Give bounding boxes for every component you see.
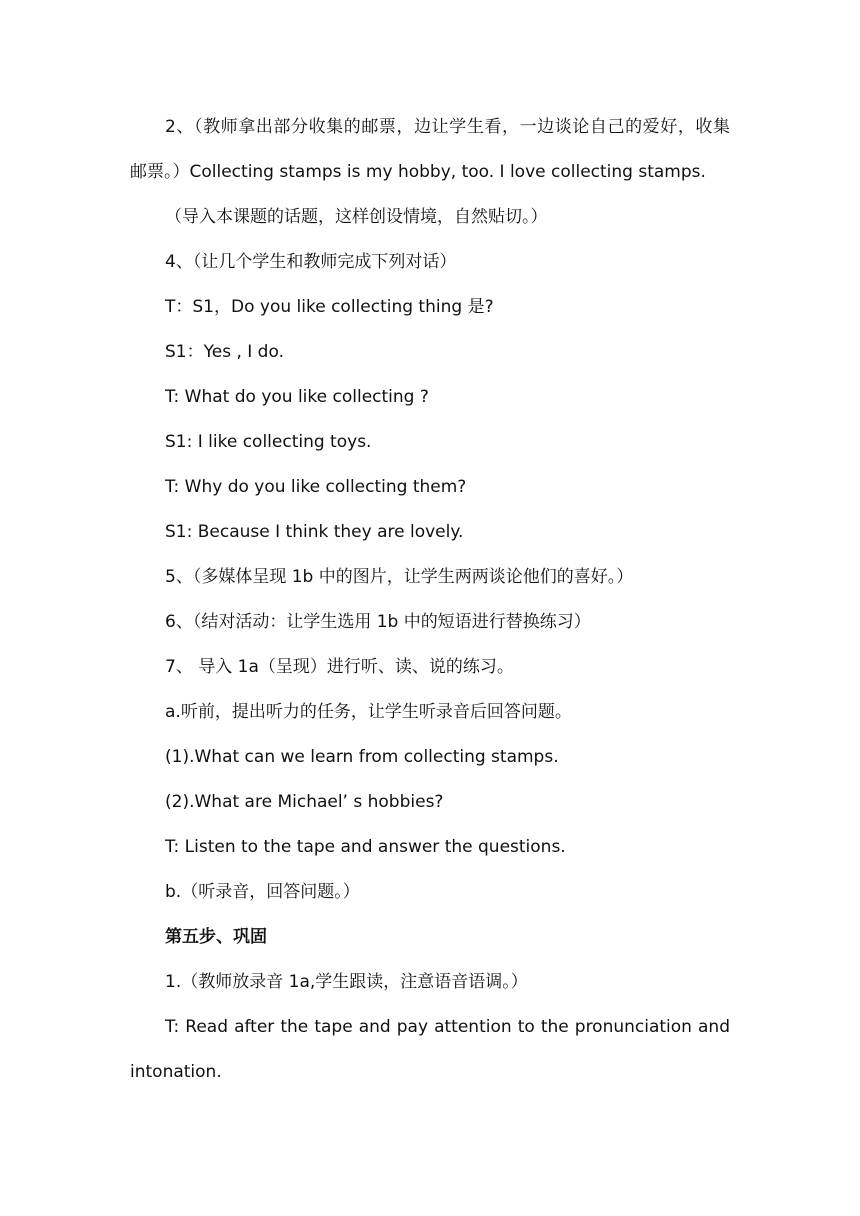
dialogue-line: T: What do you like collecting ? — [165, 387, 429, 407]
section-heading: 第五步、巩固 — [165, 927, 267, 947]
paragraph-step-a: a.听前，提出听力的任务，让学生听录音后回答问题。 — [165, 702, 572, 722]
document-body — [130, 112, 730, 1102]
dialogue-line: S1: I like collecting toys. — [165, 432, 372, 452]
teacher-instruction-line2: intonation. — [130, 1062, 222, 1082]
paragraph-item-5: 5、（多媒体呈现 1b 中的图片，让学生两两谈论他们的喜好。） — [165, 567, 634, 587]
paragraph-item-7: 7、 导入 1a（呈现）进行听、读、说的练习。 — [165, 657, 514, 677]
paragraph-item-2-line2: 邮票。）Collecting stamps is my hobby, too. I love collecting stamps. — [130, 162, 706, 182]
question-item: (1).What can we learn from collecting stamps. — [165, 747, 559, 767]
teacher-instruction: T: Listen to the tape and answer the questions. — [165, 837, 566, 857]
paragraph-consolidate-1: 1.（教师放录音 1a,学生跟读，注意语音语调。） — [165, 972, 528, 992]
dialogue-line: T：S1，Do you like collecting thing 是? — [165, 297, 494, 317]
dialogue-line: S1：Yes , I do. — [165, 342, 284, 362]
paragraph-item-4: 4、（让几个学生和教师完成下列对话） — [165, 252, 457, 272]
teacher-instruction-line1: T: Read after the tape and pay attention to the pronunciation and — [165, 1017, 730, 1037]
dialogue-line: S1: Because I think they are lovely. — [165, 522, 464, 542]
paragraph-item-2-line1: 2、（教师拿出部分收集的邮票，边让学生看，一边谈论自己的爱好，收集 — [165, 117, 730, 137]
dialogue-line: T: Why do you like collecting them? — [165, 477, 467, 497]
paragraph-step-b: b.（听录音，回答问题。） — [165, 882, 360, 902]
paragraph-note-intro: （导入本课题的话题，这样创设情境，自然贴切。） — [165, 207, 548, 227]
question-item: (2).What are Michael’ s hobbies? — [165, 792, 444, 812]
paragraph-item-6: 6、（结对活动：让学生选用 1b 中的短语进行替换练习） — [165, 612, 591, 632]
